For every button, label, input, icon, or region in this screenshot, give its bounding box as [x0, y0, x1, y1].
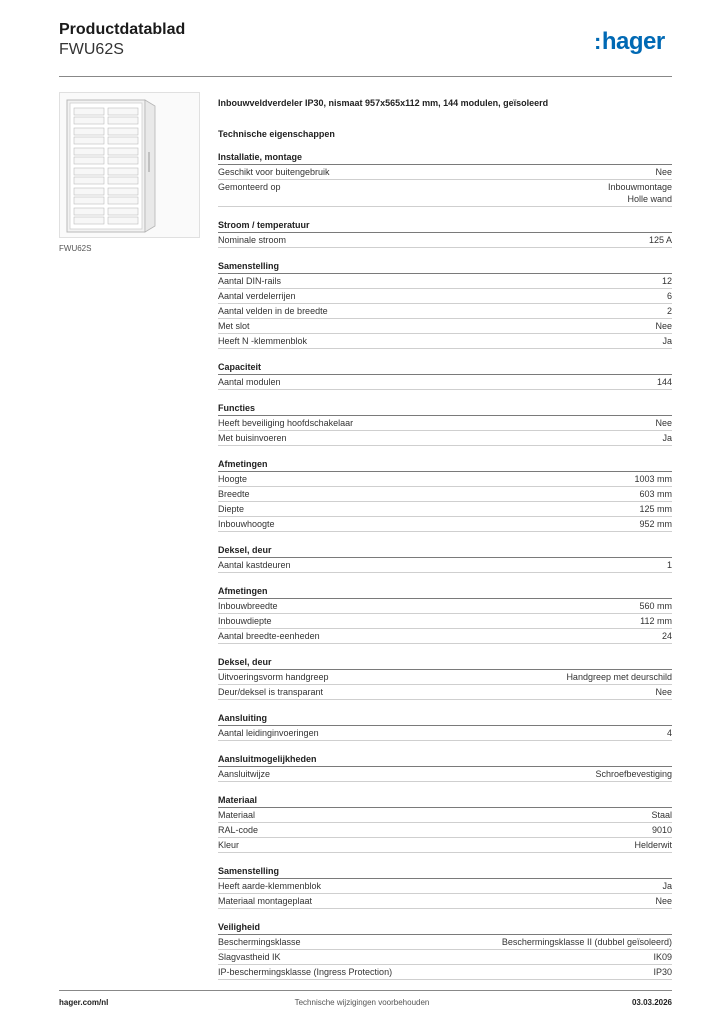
module-row — [108, 157, 138, 164]
module-row — [74, 197, 104, 204]
spec-label: Heeft aarde-klemmenblok — [218, 881, 322, 891]
spec-row — [218, 808, 672, 823]
spec-value — [653, 951, 672, 963]
spec-row — [218, 726, 672, 741]
section-title: Samenstelling — [218, 865, 672, 879]
spec-row — [218, 165, 672, 180]
module-row — [108, 188, 138, 195]
spec-label: Geschikt voor buitengebruik — [218, 167, 330, 177]
spec-value — [595, 768, 672, 780]
spec-section — [218, 458, 672, 532]
spec-value-line: Helderwit — [634, 840, 672, 850]
spec-value — [651, 809, 672, 821]
spec-value — [667, 290, 672, 302]
section-title: Functies — [218, 402, 672, 416]
spec-value-line: 112 mm — [640, 616, 672, 626]
spec-label: Aantal modulen — [218, 377, 281, 387]
spec-row — [218, 233, 672, 248]
section-title: Aansluitmogelijkheden — [218, 753, 672, 767]
footer-divider — [59, 990, 672, 991]
spec-value-line: 24 — [661, 631, 672, 641]
spec-row — [218, 180, 672, 207]
spec-section — [218, 865, 672, 909]
spec-value-line: 1 — [666, 560, 672, 570]
module-row — [108, 117, 138, 124]
product-description: Inbouwveldverdeler IP30, nismaat 957x565x112 mm, 144 modulen, geïsoleerd — [218, 98, 549, 108]
spec-sections — [218, 151, 672, 980]
module-row — [74, 148, 104, 155]
module-row — [108, 137, 138, 144]
spec-section — [218, 656, 672, 700]
product-code: FWU62S — [59, 41, 124, 58]
spec-value — [653, 966, 672, 978]
spec-label: Aantal breedte-eenheden — [218, 631, 320, 641]
hager-logo: :hager — [594, 28, 665, 55]
section-title: Veiligheid — [218, 921, 672, 935]
spec-value-line: Inbouwmontage — [607, 182, 672, 192]
spec-label: Aantal velden in de breedte — [218, 306, 328, 316]
page-title: Productdatablad — [59, 21, 186, 38]
spec-value — [655, 417, 672, 429]
spec-row — [218, 304, 672, 319]
spec-value-line: 1003 mm — [634, 474, 672, 484]
spec-label: Nominale stroom — [218, 235, 287, 245]
spec-value-line: 560 mm — [639, 601, 672, 611]
spec-value-line: Schroefbevestiging — [595, 769, 672, 779]
section-title: Stroom / temperatuur — [218, 219, 672, 233]
spec-row — [218, 935, 672, 950]
spec-row — [218, 838, 672, 853]
spec-value — [667, 727, 672, 739]
spec-value-line: 144 — [656, 377, 672, 387]
page-header — [59, 20, 185, 60]
spec-label: Aantal kastdeuren — [218, 560, 291, 570]
spec-value-line: Nee — [655, 167, 672, 177]
spec-row — [218, 558, 672, 573]
spec-value — [634, 839, 672, 851]
spec-value-line: 6 — [666, 291, 672, 301]
spec-row — [218, 431, 672, 446]
spec-value — [662, 630, 672, 642]
spec-row — [218, 334, 672, 349]
section-title: Aansluiting — [218, 712, 672, 726]
spec-value — [655, 166, 672, 178]
spec-value — [667, 305, 672, 317]
module-row — [74, 128, 104, 135]
spec-row — [218, 472, 672, 487]
module-row — [108, 177, 138, 184]
spec-label: Gemonteerd op — [218, 182, 281, 192]
spec-section — [218, 219, 672, 248]
spec-value — [634, 473, 672, 485]
spec-value — [662, 432, 672, 444]
spec-label: Aantal DIN-rails — [218, 276, 282, 286]
spec-value — [662, 275, 672, 287]
spec-value-line: Ja — [662, 336, 672, 346]
spec-label: Kleur — [218, 840, 240, 850]
spec-value-line: Ja — [662, 433, 672, 443]
module-row — [74, 137, 104, 144]
spec-value-line: IK09 — [653, 952, 672, 962]
spec-value-line: 9010 — [651, 825, 672, 835]
spec-row — [218, 599, 672, 614]
spec-value — [655, 895, 672, 907]
section-title: Deksel, deur — [218, 656, 672, 670]
spec-value-line: 4 — [666, 728, 672, 738]
spec-value — [639, 518, 672, 530]
spec-row — [218, 289, 672, 304]
spec-label: Inbouwdiepte — [218, 616, 272, 626]
module-row — [108, 217, 138, 224]
spec-label: Met slot — [218, 321, 250, 331]
spec-label: Deur/deksel is transparant — [218, 687, 324, 697]
spec-section — [218, 544, 672, 573]
spec-value-line: 603 mm — [639, 489, 672, 499]
spec-row — [218, 614, 672, 629]
spec-value — [639, 503, 672, 515]
spec-value-line: Nee — [655, 418, 672, 428]
spec-value-line: 952 mm — [639, 519, 672, 529]
spec-row — [218, 274, 672, 289]
section-title: Deksel, deur — [218, 544, 672, 558]
spec-label: Beschermingsklasse — [218, 937, 301, 947]
spec-label: Hoogte — [218, 474, 248, 484]
spec-label: Breedte — [218, 489, 250, 499]
section-title: Afmetingen — [218, 585, 672, 599]
module-row — [108, 197, 138, 204]
module-row — [74, 108, 104, 115]
footer-website[interactable]: hager.com/nl — [59, 998, 109, 1007]
module-row — [74, 217, 104, 224]
module-row — [74, 157, 104, 164]
spec-label: Aantal verdelerrijen — [218, 291, 296, 301]
spec-row — [218, 487, 672, 502]
spec-value-line: Beschermingsklasse II (dubbel geïsoleerd) — [501, 937, 672, 947]
module-row — [108, 148, 138, 155]
spec-label: Aansluitwijze — [218, 769, 271, 779]
spec-value-line: Ja — [662, 881, 672, 891]
spec-label: Inbouwhoogte — [218, 519, 275, 529]
module-row — [74, 117, 104, 124]
spec-label: Materiaal montageplaat — [218, 896, 313, 906]
spec-row — [218, 670, 672, 685]
spec-value-line: 125 mm — [639, 504, 672, 514]
spec-section — [218, 753, 672, 782]
spec-label: Aantal leidinginvoeringen — [218, 728, 319, 738]
spec-value — [640, 615, 672, 627]
spec-section — [218, 585, 672, 644]
spec-label: Uitvoeringsvorm handgreep — [218, 672, 329, 682]
spec-value — [655, 320, 672, 332]
spec-value — [662, 335, 672, 347]
spec-value-line: 12 — [661, 276, 672, 286]
module-row — [74, 188, 104, 195]
spec-value-line: Holle wand — [627, 194, 672, 204]
spec-row — [218, 894, 672, 909]
spec-label: Inbouwbreedte — [218, 601, 278, 611]
spec-value-line: 2 — [666, 306, 672, 316]
spec-value — [639, 600, 672, 612]
module-row — [74, 177, 104, 184]
header-divider — [59, 76, 672, 77]
spec-label: Materiaal — [218, 810, 256, 820]
spec-row — [218, 319, 672, 334]
logo-text: hager — [601, 28, 665, 55]
spec-label: RAL-code — [218, 825, 259, 835]
spec-value-line: 125 A — [648, 235, 672, 245]
module-row — [74, 208, 104, 215]
spec-value — [566, 671, 672, 683]
footer-date: 03.03.2026 — [631, 998, 672, 1007]
product-image — [59, 92, 200, 238]
module-row — [108, 128, 138, 135]
spec-section — [218, 794, 672, 853]
technical-properties-title: Technische eigenschappen — [218, 129, 335, 139]
spec-row — [218, 823, 672, 838]
spec-row — [218, 416, 672, 431]
image-caption: FWU62S — [59, 244, 92, 253]
module-row — [108, 168, 138, 175]
datasheet-content — [218, 97, 672, 992]
spec-label: Diepte — [218, 504, 245, 514]
spec-section — [218, 712, 672, 741]
spec-section — [218, 361, 672, 390]
spec-label: Met buisinvoeren — [218, 433, 287, 443]
spec-label: IP-beschermingsklasse (Ingress Protection) — [218, 967, 393, 977]
module-row — [108, 208, 138, 215]
section-title: Afmetingen — [218, 458, 672, 472]
spec-row — [218, 950, 672, 965]
spec-row — [218, 629, 672, 644]
spec-value-line: Staal — [651, 810, 672, 820]
spec-value-line: Handgreep met deurschild — [566, 672, 672, 682]
spec-row — [218, 767, 672, 782]
spec-value-line: Nee — [655, 896, 672, 906]
spec-row — [218, 517, 672, 532]
spec-value — [608, 181, 672, 205]
spec-section — [218, 260, 672, 349]
section-title: Samenstelling — [218, 260, 672, 274]
spec-value-line: IP30 — [653, 967, 672, 977]
spec-value — [502, 936, 672, 948]
spec-value-line: Nee — [655, 687, 672, 697]
spec-value — [655, 686, 672, 698]
section-title: Capaciteit — [218, 361, 672, 375]
spec-section — [218, 402, 672, 446]
module-row — [74, 168, 104, 175]
footer-disclaimer: Technische wijzigingen voorbehouden — [294, 998, 430, 1007]
spec-row — [218, 685, 672, 700]
spec-row — [218, 879, 672, 894]
spec-row — [218, 502, 672, 517]
module-row — [108, 108, 138, 115]
spec-value — [649, 234, 672, 246]
section-title: Installatie, montage — [218, 151, 672, 165]
section-title: Materiaal — [218, 794, 672, 808]
spec-label: Heeft beveiliging hoofdschakelaar — [218, 418, 354, 428]
spec-value — [662, 880, 672, 892]
spec-row — [218, 375, 672, 390]
spec-section — [218, 921, 672, 980]
spec-value-line: Nee — [655, 321, 672, 331]
spec-row — [218, 965, 672, 980]
spec-value — [652, 824, 672, 836]
spec-value — [639, 488, 672, 500]
spec-section — [218, 151, 672, 207]
spec-value — [657, 376, 672, 388]
spec-label: Heeft N -klemmenblok — [218, 336, 308, 346]
spec-label: Slagvastheid IK — [218, 952, 281, 962]
spec-value — [667, 559, 672, 571]
